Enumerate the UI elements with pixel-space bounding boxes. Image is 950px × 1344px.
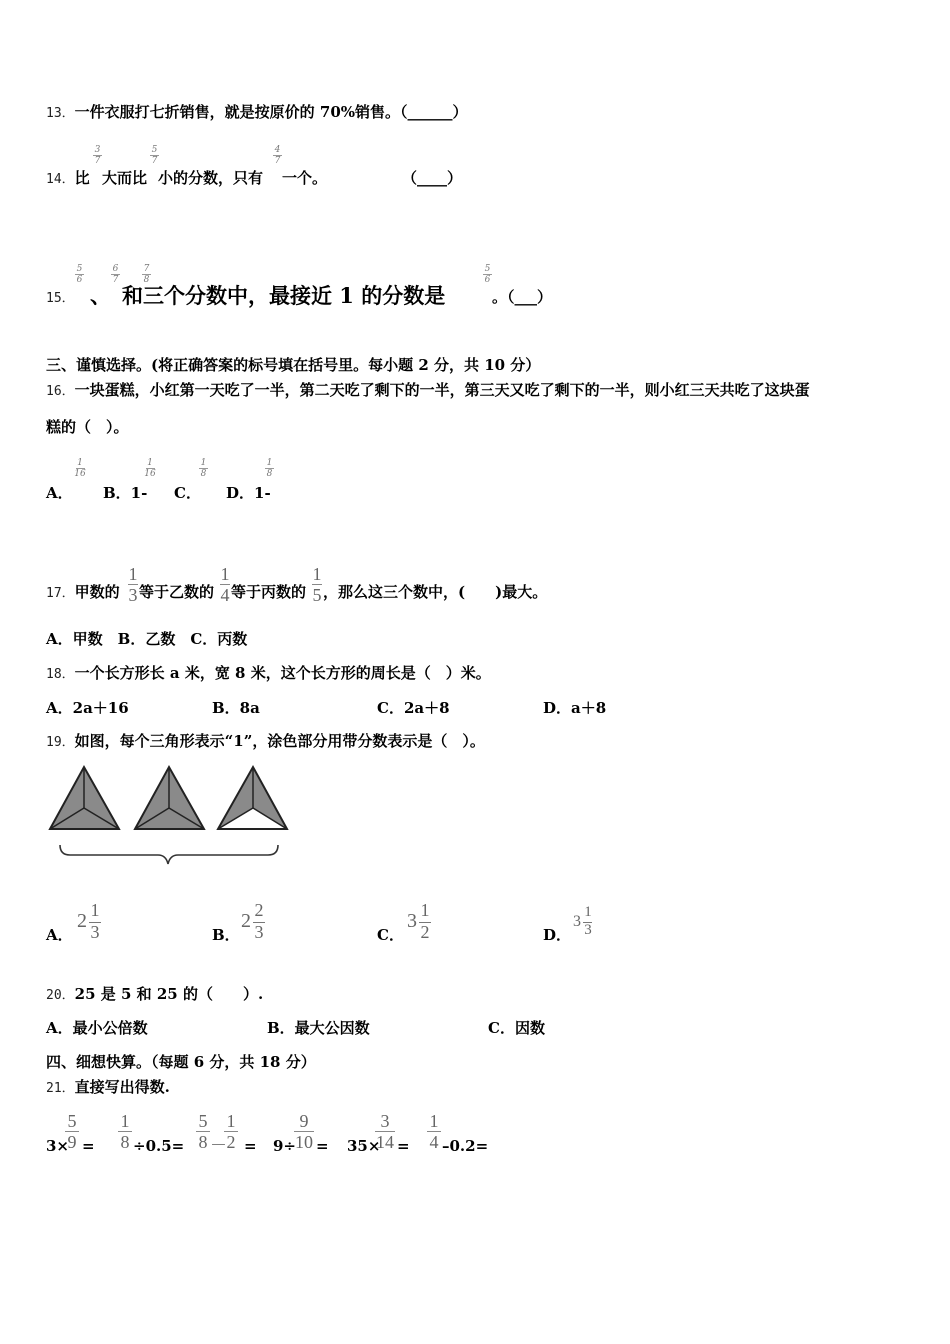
section-heading-3: 三、谨慎选择。(将正确答案的标号填在括号里。每小题 2 分，共 10 分） [46, 356, 541, 374]
question-text: 直接写出得数. [74, 1078, 170, 1096]
fraction-1-8: 1 8 [266, 458, 273, 479]
fraction-1-8: 1 8 [117, 1111, 133, 1152]
minus-sign: － [210, 1136, 227, 1155]
expr-4-suffix: = [316, 1137, 329, 1155]
option-d[interactable]: D．1- [226, 484, 271, 502]
option-a[interactable]: A．2a＋16 [46, 699, 129, 717]
answer-blank: （____） [402, 169, 463, 187]
fraction-9-10: 9 10 [295, 1111, 313, 1152]
fraction-3-7: 3 7 [94, 145, 101, 166]
question-number: 16． [46, 384, 75, 399]
triangle-3 [218, 767, 287, 829]
option-b[interactable]: B．最大公因数 [267, 1019, 370, 1037]
question-number: 21． [46, 1081, 75, 1096]
question-text-cont: 糕的（ ）。 [46, 418, 129, 436]
expr-2-suffix: ÷0.5= [133, 1137, 185, 1155]
expr-5-suffix: = [397, 1137, 410, 1155]
triangle-1 [50, 767, 119, 829]
option-c[interactable]: C． [174, 484, 201, 502]
fraction-1-2: 1 2 [223, 1111, 239, 1152]
text-segment: 甲数的 [74, 583, 120, 601]
fraction-5-8: 5 8 [195, 1111, 211, 1152]
brace [60, 845, 278, 864]
expr-5-prefix: 35× [347, 1137, 381, 1155]
fraction-5-9: 5 9 [64, 1111, 80, 1152]
question-number: 20． [46, 988, 75, 1003]
question-16 [46, 380, 810, 402]
question-20 [46, 984, 263, 1006]
question-text: 25 是 5 和 25 的（ ）. [74, 985, 264, 1003]
fraction-1-5: 1 5 [312, 564, 322, 605]
text-segment: 等于乙数的 [139, 583, 215, 601]
text-segment: 等于丙数的 [231, 583, 307, 601]
option-d[interactable]: D． [543, 926, 572, 944]
question-number: 18． [46, 667, 75, 682]
question-text: 如图，每个三角形表示“1”，涂色部分用带分数表示是（ ）。 [74, 732, 485, 750]
fraction-1-16: 1 16 [74, 458, 86, 479]
question-text: 一个长方形长 a 米，宽 8 米，这个长方形的周长是（ ）米。 [74, 664, 491, 682]
fraction-3-14: 3 14 [376, 1111, 394, 1152]
option-c[interactable]: C．2a＋8 [377, 699, 450, 717]
question-19 [46, 731, 485, 753]
option-a[interactable]: A．最小公倍数 [46, 1019, 148, 1037]
text-segment: 大而比 [102, 169, 148, 187]
option-c[interactable]: C．因数 [488, 1019, 545, 1037]
option-b[interactable]: B．1- [103, 484, 148, 502]
option-b[interactable]: B．8a [212, 699, 260, 717]
question-number: 15． [46, 291, 75, 306]
text-segment: 、 [90, 283, 111, 308]
fraction-4-7: 4 7 [274, 145, 281, 166]
section-heading-4: 四、细想快算。（每题 6 分，共 18 分） [46, 1053, 316, 1071]
question-number: 17． [46, 586, 75, 601]
options-row[interactable]: A．甲数 B．乙数 C．丙数 [46, 630, 248, 648]
text-segment: 和三个分数中，最接近 1 的分数是 [122, 283, 446, 308]
fraction-6-7: 6 7 [112, 264, 119, 285]
text-segment: 小的分数，只有 [158, 169, 264, 187]
question-14 [46, 168, 90, 190]
question-text: 一块蛋糕，小红第一天吃了一半，第二天吃了剩下的一半，第三天又吃了剩下的一半，则小红三天共吃了这块蛋 [74, 381, 810, 399]
expr-4-prefix: 9÷ [273, 1137, 297, 1155]
text-segment: 比 [74, 169, 90, 187]
expr-6-suffix: –0.2= [442, 1137, 489, 1155]
option-a[interactable]: A． [46, 484, 73, 502]
fraction-7-8: 7 8 [143, 264, 150, 285]
option-a[interactable]: A． [46, 926, 73, 944]
question-15 [46, 287, 75, 309]
question-18 [46, 663, 491, 685]
option-b[interactable]: B． [212, 926, 240, 944]
question-17 [46, 582, 120, 604]
expr-1-prefix: 3× [46, 1137, 70, 1155]
question-21 [46, 1077, 170, 1099]
fraction-5-7: 5 7 [151, 145, 158, 166]
triangles-figure [40, 760, 300, 870]
fraction-1-8: 1 8 [200, 458, 207, 479]
answer-blank: 。（___） [492, 288, 553, 306]
expr-3-suffix: = [244, 1137, 257, 1155]
question-text: 一件衣服打七折销售，就是按原价的 70%销售。（______） [74, 103, 468, 121]
text-segment: 一个。 [282, 169, 328, 187]
question-number: 14． [46, 172, 75, 187]
expr-1-suffix: = [82, 1137, 95, 1155]
option-c[interactable]: C． [377, 926, 404, 944]
question-13 [46, 102, 468, 124]
fraction-5-6: 5 6 [76, 264, 83, 285]
fraction-5-6: 5 6 [484, 264, 491, 285]
fraction-1-3: 1 3 [128, 564, 138, 605]
text-segment: ，那么这三个数中，( )最大。 [323, 583, 548, 601]
fraction-1-16: 1 16 [144, 458, 156, 479]
fraction-1-4: 1 4 [426, 1111, 442, 1152]
triangle-2 [135, 767, 204, 829]
option-d[interactable]: D．a＋8 [543, 699, 607, 717]
question-number: 13． [46, 106, 75, 121]
question-number: 19． [46, 735, 75, 750]
fraction-1-4: 1 4 [220, 564, 230, 605]
